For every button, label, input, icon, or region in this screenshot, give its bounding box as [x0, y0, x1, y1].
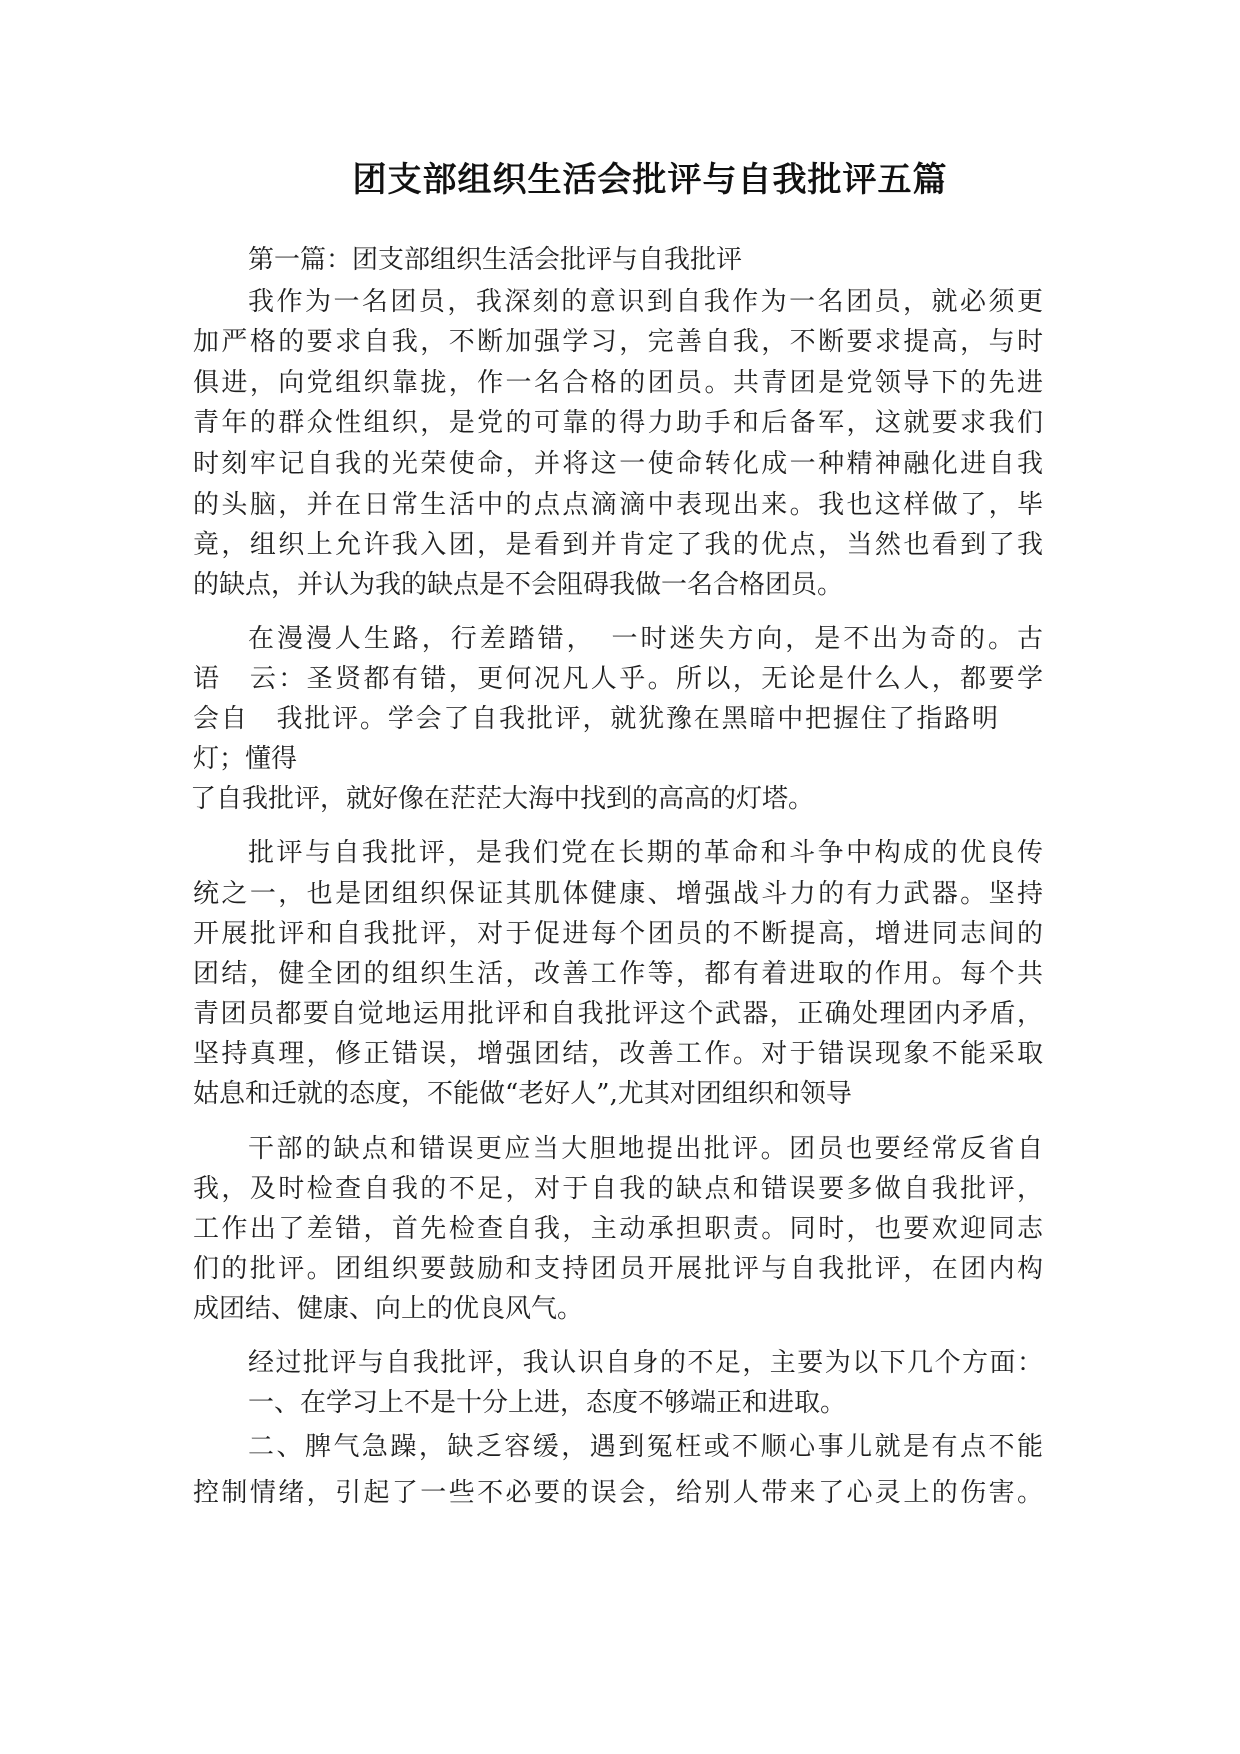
paragraph-line: 的头脑，并在日常生活中的点点滴滴中表现出来。我也这样做了，毕 [193, 490, 1043, 520]
paragraph-line: 工作出了差错，首先检查自我，主动承担职责。同时，也要欢迎同志 [193, 1214, 1043, 1244]
paragraph-line: 成团结、健康、向上的优良风气。 [193, 1294, 584, 1324]
list-item: 二、脾气急躁，缺乏容缓，遇到冤枉或不顺心事儿就是有点不能 [248, 1432, 1043, 1462]
paragraph-line: 语 云：圣贤都有错，更何况凡人乎。所以，无论是什么人，都要学 [193, 664, 1043, 694]
paragraph-line: 坚持真理，修正错误，增强团结，改善工作。对于错误现象不能采取 [193, 1039, 1043, 1069]
paragraph-line: 团结，健全团的组织生活，改善工作等，都有着进取的作用。每个共 [193, 959, 1043, 989]
document-title: 团支部组织生活会批评与自我批评五篇 [352, 160, 948, 200]
section-heading: 第一篇：团支部组织生活会批评与自我批评 [248, 245, 743, 275]
list-item-continuation: 控制情绪，引起了一些不必要的误会，给别人带来了心灵上的伤害。 [193, 1478, 1043, 1508]
paragraph-line: 们的批评。团组织要鼓励和支持团员开展批评与自我批评，在团内构 [193, 1254, 1043, 1284]
paragraph-line: 会自 我批评。学会了自我批评，就犹豫在黑暗中把握住了指路明 [193, 704, 998, 734]
paragraph-line: 干部的缺点和错误更应当大胆地提出批评。团员也要经常反省自 [248, 1134, 1043, 1164]
list-item: 一、在学习上不是十分上进，态度不够端正和进取。 [248, 1388, 847, 1418]
paragraph-line: 了自我批评，就好像在茫茫大海中找到的高高的灯塔。 [190, 784, 815, 814]
paragraph-line: 我作为一名团员，我深刻的意识到自我作为一名团员，就必须更 [248, 287, 1043, 317]
paragraph-line: 俱进，向党组织靠拢，作一名合格的团员。共青团是党领导下的先进 [193, 368, 1043, 398]
paragraph-line: 青年的群众性组织，是党的可靠的得力助手和后备军，这就要求我们 [193, 408, 1043, 438]
paragraph-line: 统之一，也是团组织保证其肌体健康、增强战斗力的有力武器。坚持 [193, 879, 1043, 909]
paragraph-line: 开展批评和自我批评，对于促进每个团员的不断提高，增进同志间的 [193, 919, 1043, 949]
paragraph-line: 在漫漫人生路，行差踏错， 一时迷失方向，是不出为奇的。古 [248, 624, 1043, 654]
paragraph-line: 批评与自我批评，是我们党在长期的革命和斗争中构成的优良传 [248, 838, 1043, 868]
paragraph-line: 姑息和迁就的态度，不能做“老好人”,尤其对团组织和领导 [193, 1079, 852, 1109]
paragraph-line: 时刻牢记自我的光荣使命，并将这一使命转化成一种精神融化进自我 [193, 449, 1043, 479]
paragraph-line: 加严格的要求自我，不断加强学习，完善自我，不断要求提高，与时 [193, 327, 1043, 357]
paragraph-line: 我，及时检查自我的不足，对于自我的缺点和错误要多做自我批评， [193, 1174, 1043, 1204]
paragraph-line: 青团员都要自觉地运用批评和自我批评这个武器，正确处理团内矛盾， [193, 999, 1043, 1029]
paragraph-line: 竟，组织上允许我入团，是看到并肯定了我的优点，当然也看到了我 [193, 530, 1043, 560]
paragraph-line: 经过批评与自我批评，我认识自身的不足，主要为以下几个方面： [248, 1348, 1043, 1378]
paragraph-line: 灯；懂得 [193, 744, 298, 774]
paragraph-line: 的缺点，并认为我的缺点是不会阻碍我做一名合格团员。 [193, 570, 844, 600]
